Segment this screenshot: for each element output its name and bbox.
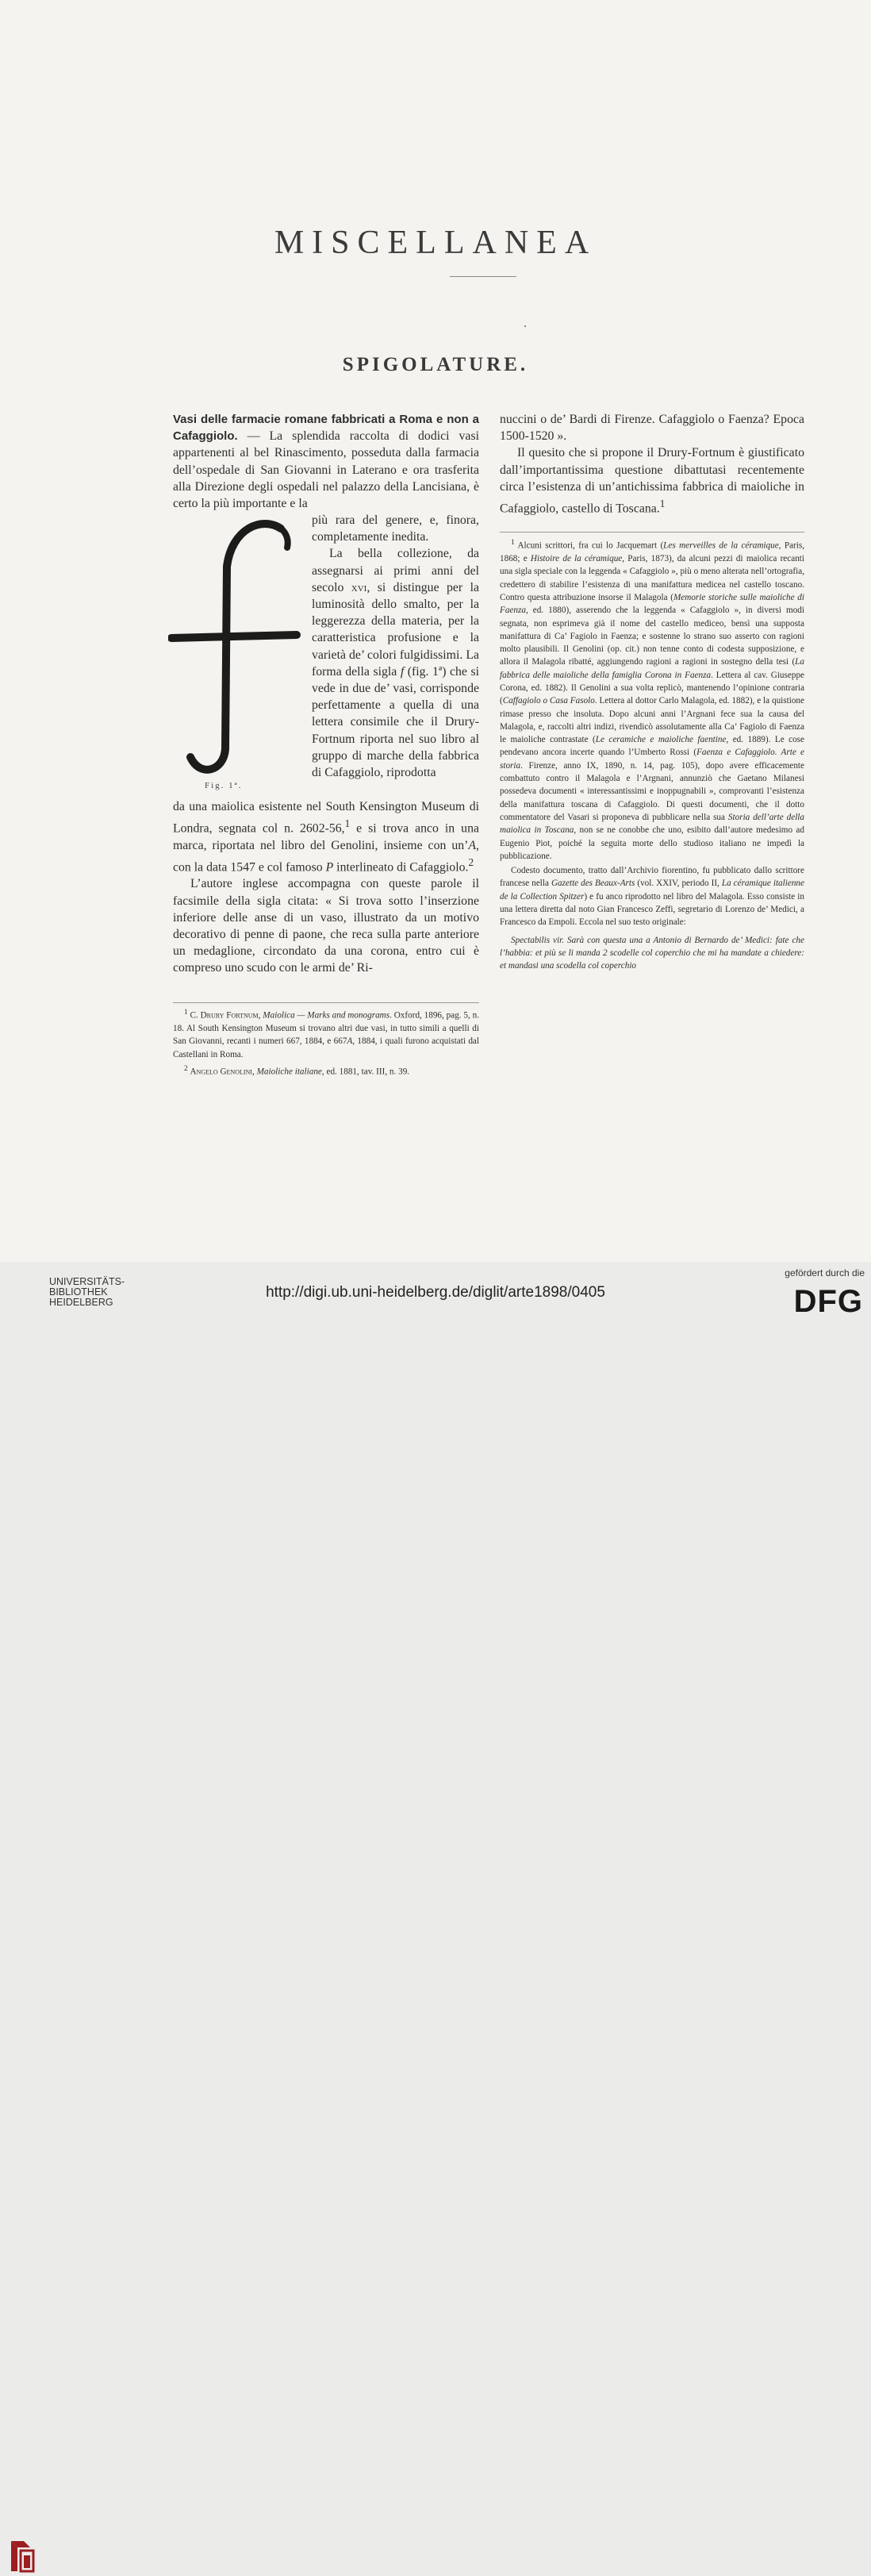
right-paragraph-1: nuccini o de’ Bardi di Firenze. Cafaggiolo o Faenza? Epoca 1500-1520 ».	[500, 413, 804, 444]
right-footnote-document: Codesto documento, tratto dall’Archivio fiorentino, fu pubblicato dallo scrittore francese nella Gazette des Beaux-Arts (vol. XXIV, periodo II, La céramique italienne de la Collection Spitzer) e fu anco riprodotto nel libro del Malagola. Esso consiste in una lettera diretta dal noto Gian Francesco Zeffi, segretario di Lorenzo de’ Medici, a Francesco da Empoli. Eccola nel suo testo originale:	[500, 866, 804, 928]
footnote-2: $^2$ Angelo Genolini, Maioliche italiane, ed. 1881, tav. III, n. 39.	[184, 1064, 410, 1077]
paragraph-continued: più rara del genere, e, finora, completamente inedita.	[312, 513, 479, 544]
title-divider	[450, 276, 516, 277]
page-title: MISCELLANEA	[274, 225, 597, 261]
right-footnote-1: $^1$ Alcuni scrittori, fra cui lo Jacquemart (Les merveilles de la céramique, Paris, 1868; e Histoire de la céramique, Paris, 1873), da alcuni pezzi di maiolica recanti una sigla speciale con la leggenda « Cafaggiolo », più o meno alterata nell’ortografia, credettero di stabilire l’esistenza di una manifattura medicea nel castello toscano. Contro questa attribuzione insorse il Malagola (Memorie storiche sulle maioliche di Faenza, ed. 1880), asserendo che la leggenda « Cafaggiolo », in diversi modi segnata, non esprimeva già il nome del castello mediceo, bensì una supposta manifattura di Ca’ Fagiolo in Faenza; e sostenne lo strano suo asserto con ragioni molto plausibili. Il Genolini (op. cit.) non tenne conto di codesta supposizione, e allora il Malagola ribatté, aggiungendo ragioni a ragioni in sostegno della tesi (La fabbrica delle maioliche della famiglia Corona in Faenza. Lettera al cav. Giuseppe Corona, ed. 1882). Il Genolini a sua volta replicò, mantenendo l’opinione contraria (Caffagiolo o Casa Fasolo. Lettera al dottor Carlo Malagola, ed. 1882), e la quistione rimase presso che insoluta. Dopo alcuni anni l’Argnani fece sua la causa del Malagola, e, raccolti altri indizi, rivendicò assolutamente alla Ca’ Fagiolo di Faenza le maioliche contrastate (Le ceramiche e maioliche faentine, ed. 1889). Le cose pendevano ancora incerte quando l’Umberto Rossi (Faenza e Cafaggiolo. Arte e storia. Firenze, anno IX, 1890, n. 14, pag. 105), dopo avere efficacemente combattuto contro il Malagola e l’Argnani, annunziò che Gaetano Milanesi possedeva documenti « interessantissimi e inoppugnabili », comprovanti l’esistenza della manifattura toscana di Cafaggiolo. Di questi documenti, che il dotto commentatore del Vasari si proponeva di pubblicare nella sua Storia dell’arte della maiolica in Toscana, non se ne conobbe che uno, esibito dall’autore medesimo ad Eugenio Piot, poiché la seguita morte dello studioso italiano ne impedì la pubblicazione.	[500, 539, 805, 861]
right-column	[500, 411, 804, 517]
left-column-wrap	[312, 512, 479, 781]
sigla-f-icon	[168, 519, 303, 781]
decorative-dot	[524, 325, 526, 327]
article-heading: Vasi delle farmacie romane fabbricati a Roma e non a Cafaggiolo.	[173, 413, 479, 444]
permalink-url[interactable]: http://digi.ub.uni-heidelberg.de/diglit/arte1898/0405	[266, 1284, 605, 1301]
footnote-1: $^1$ C. Drury Fortnum, Maiolica — Marks and monograms. Oxford, 1896, pag. 5, n. 18. Al South Kensington Museum si trovano altri due vasi, in tutto simili a quelli di San Giovanni, recanti i numeri 667, 1884, e 667A, 1884, i quali furono acquistati dal Castellani in Roma.	[173, 1009, 480, 1059]
right-paragraph-2: Il quesito che si propone il Drury-Fortnum è giustificato dall’importantissima questione dibattutasi recentemente circa l’esistenza di un’antichissima fabbrica di maioliche in Cafaggiolo, castello di Toscana.$^1$	[500, 446, 804, 516]
sponsor-label: gefördert durch die	[785, 1267, 865, 1278]
figure-caption: Fig. 1ª.	[205, 781, 243, 790]
quote-paragraph: L’autore inglese accompagna con queste parole il facsimile della sigla citata: « Si trova sotto l’inserzione inferiore delle anse di un vaso, illustrato da un motivo decorativo di penne di paone, che reca sulla parte anteriore un medaglione, circondato da una corona, entro cui è compreso uno scudo con le armi de’ Ri-	[173, 877, 479, 975]
paragraph-continued-2: da una maiolica esistente nel South Kensington Museum di Londra, segnata col n. 2602-56,$^1$ e si trova anco in una marca, riportata nel libro del Genolini, insieme con un’A, con la data 1547 e col famoso P interlineato di Cafaggiolo.$^2$	[173, 800, 479, 875]
library-name[interactable]: UNIVERSITÄTS- BIBLIOTHEK HEIDELBERG	[49, 1276, 125, 1308]
university-library-logo-icon[interactable]	[6, 2536, 43, 2576]
section-subtitle: SPIGOLATURE.	[342, 354, 529, 375]
left-footnotes	[173, 1006, 479, 1080]
article-intro-paragraph: Vasi delle farmacie romane fabbricati a Roma e non a Cafaggiolo. — La splendida raccolta di dodici vasi appartenenti al bel Rinascimento, posseduta dalla farmacia dell’ospedale di San Giovanni in Laterano e ora trasferita alla Direzione degli ospedali nel palazzo della Lancisiana, è certo la più importante e la	[173, 413, 479, 511]
scanned-page	[0, 0, 871, 1262]
footnote-divider-right	[500, 532, 804, 533]
left-column-top	[173, 411, 479, 512]
right-footnotes	[500, 536, 804, 975]
figure-sigla-f	[168, 519, 303, 781]
right-footnote-letter: Spectabilis vir. Sarà con questa una a Antonio di Bernardo de’ Medici: fate che l’habbia: et più se li manda 2 scodelle col coperchio che mi ha mandate a chiedere: et mandasi una scodella col coperchio	[500, 935, 804, 971]
left-column-bottom	[173, 798, 479, 977]
dfg-logo[interactable]: DFG	[793, 1284, 863, 1319]
footnote-divider-left	[173, 1002, 479, 1003]
collection-paragraph: La bella collezione, da assegnarsi ai primi anni del secolo xvi, si distingue per la luminosità dello smalto, per la leggerezza della materia, per la caratteristica profusione e la varietà de’ colori fulgidissimi. La forma della sigla f (fig. 1ª) che si vede in due de’ vasi, corrisponde perfettamente a quella di una lettera consimile che il Drury-Fortnum riporta nel suo libro al gruppo di marche della fabbrica di Cafaggiolo, riprodotta	[312, 547, 480, 780]
